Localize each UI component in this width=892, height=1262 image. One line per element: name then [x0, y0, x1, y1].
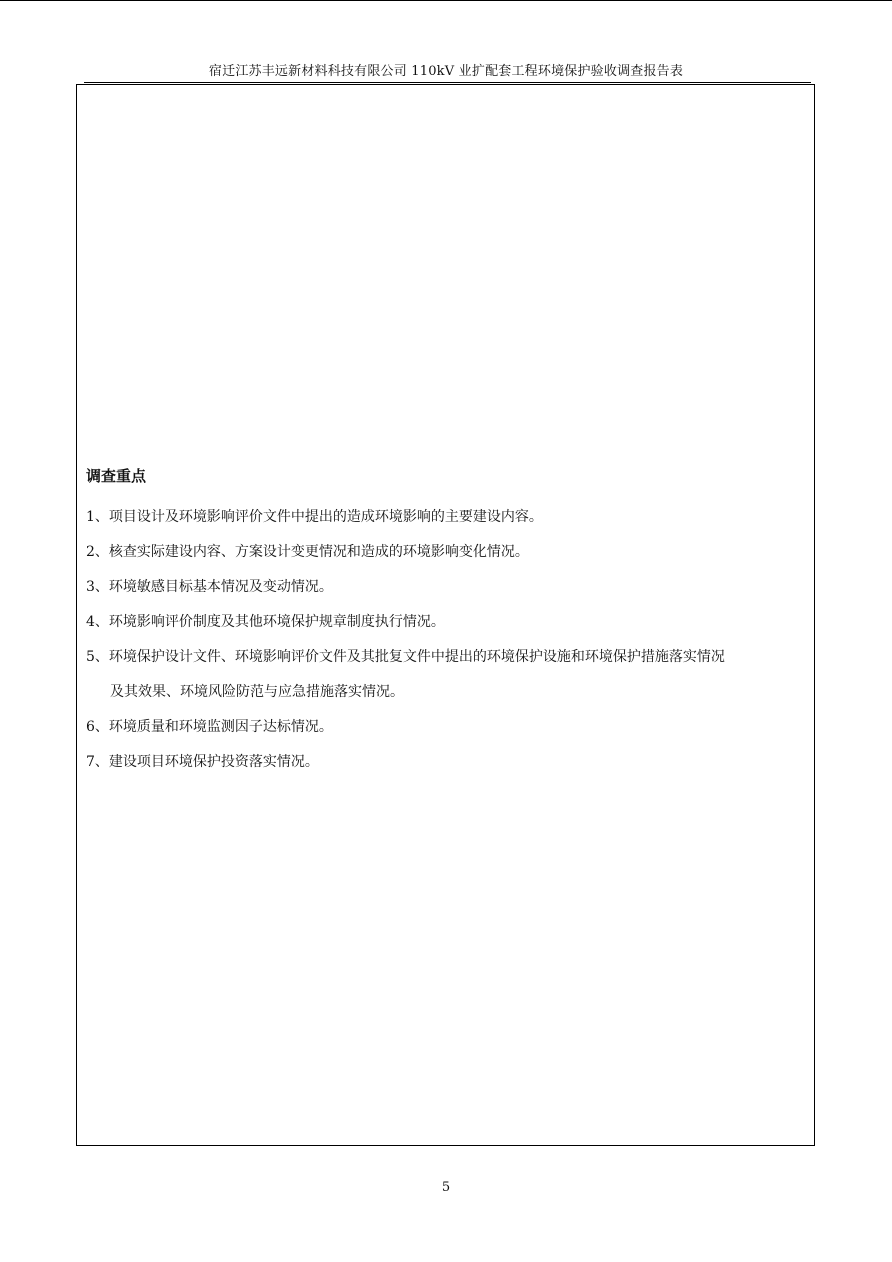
survey-focus-item-text: 6、环境质量和环境监测因子达标情况。: [86, 719, 333, 735]
survey-focus-item-5: [86, 640, 808, 710]
survey-focus-item-text: 1、项目设计及环境影响评价文件中提出的造成环境影响的主要建设内容。: [86, 509, 543, 525]
header-divider: [84, 82, 811, 83]
survey-focus-item-2: [86, 535, 808, 570]
survey-focus-item-7: [86, 745, 808, 780]
survey-focus-item-6: [86, 710, 808, 745]
page-top-border: [0, 0, 892, 1]
survey-focus-list: [86, 500, 808, 780]
survey-focus-item-4: [86, 605, 808, 640]
survey-focus-item-text: 3、环境敏感目标基本情况及变动情况。: [86, 579, 333, 595]
document-header-title: 宿迁江苏丰远新材料科技有限公司 110kV 业扩配套工程环境保护验收调查报告表: [208, 64, 684, 79]
survey-focus-item-text: 5、环境保护设计文件、环境影响评价文件及其批复文件中提出的环境保护设施和环境保护措施落实情况: [86, 649, 725, 665]
survey-focus-item-continuation: 及其效果、环境风险防范与应急措施落实情况。: [110, 684, 404, 700]
survey-focus-heading: 调查重点: [86, 467, 147, 485]
survey-focus-item-text: 4、环境影响评价制度及其他环境保护规章制度执行情况。: [86, 614, 445, 630]
page-number: 5: [441, 1180, 451, 1195]
survey-focus-item-3: [86, 570, 808, 605]
survey-focus-item-text: 2、核查实际建设内容、方案设计变更情况和造成的环境影响变化情况。: [86, 544, 529, 560]
survey-focus-section: [86, 465, 808, 780]
survey-focus-item-1: [86, 500, 808, 535]
survey-focus-item-text: 7、建设项目环境保护投资落实情况。: [86, 754, 319, 770]
